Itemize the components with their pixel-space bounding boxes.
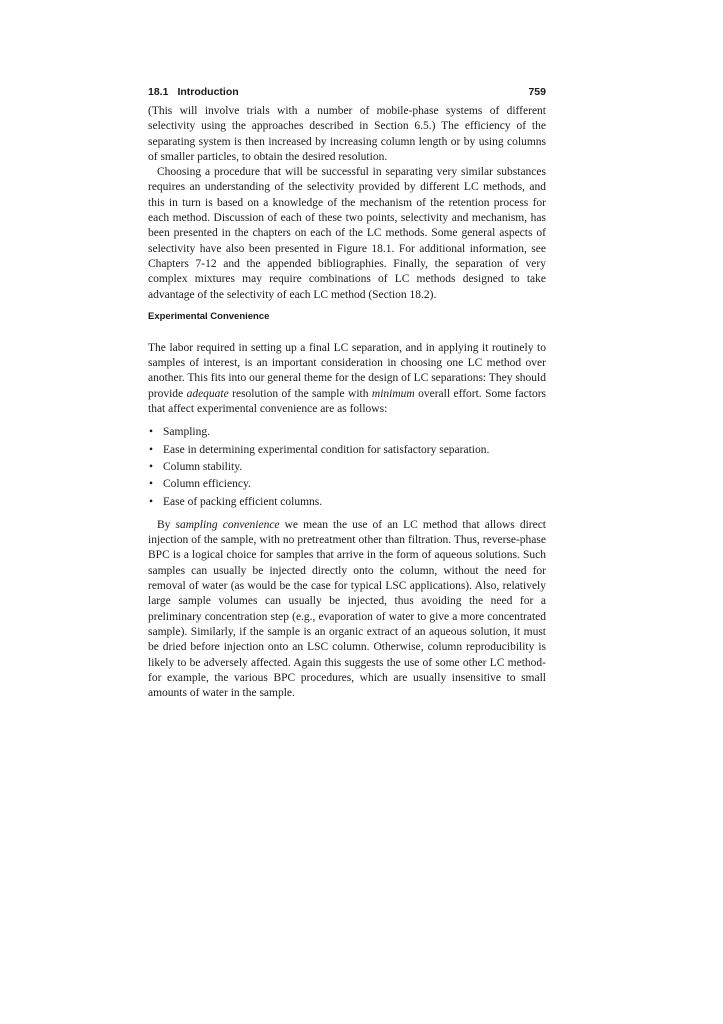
- bullet-icon: •: [149, 460, 154, 473]
- header-section: [148, 86, 248, 98]
- emphasis-adequate: adequate: [186, 387, 229, 400]
- bullet-icon: •: [149, 426, 154, 439]
- list-item: • Ease of packing efficient columns.: [148, 494, 546, 511]
- book-page: [148, 86, 546, 701]
- paragraph-selectivity: Choosing a procedure that will be successful in separating very similar substances requires an understanding of the selectivity provided by different LC methods, and this in turn is based on a knowledge of the mechanism of the retention process for each method. Discussion of each of these two points, selectivity and mechanism, has been presented in the chapters on each of the LC methods. Some general aspects of selectivity have also been presented in Figure 18.1. For additional information, see Chapters 7-12 and the appended bibliographies. Finally, the separation of very complex mixtures may require combinations of LC methods designed to take advantage of the selectivity of each LC method (Section 18.2).: [148, 166, 546, 301]
- paragraph-labor: The labor required in setting up a final LC separation, and in applying it routinely to samples of interest, is an important consideration in choosing one LC method over another. This fits into our general theme for the design of LC separations: They should provide adequate resolution of the sample with minimum overall effort. Some factors that affect experimental convenience are as follows:: [148, 341, 546, 416]
- paragraph-continuation: (This will involve trials with a number of mobile-phase systems of different selectivity using the approaches described in Section 6.5.) The efficiency of the separating system is then increased by increasing column length or by using columns of smaller particles, to obtain the desired resolution.: [148, 105, 546, 163]
- section-number: 18.1: [148, 86, 169, 98]
- list-item: • Column efficiency.: [148, 476, 546, 493]
- bullet-icon: •: [149, 495, 154, 508]
- paragraph-sampling-convenience: By sampling convenience we mean the use of an LC method that allows direct injection of the sample, with no pretreatment other than filtration. Thus, reverse-phase BPC is a logical choice for samples that arrive in the form of aqueous solutions. Such samples can usually be injected directly onto the column, without the need for removal of water (as would be the case for typical LSC applications). Also, relatively large sample volumes can usually be injected, thus avoiding the need for a preliminary concentration step (e.g., evaporation of water to give a more concentrated sample). Similarly, if the sample is an organic extract of an aqueous solution, it must be dried before injection onto an LSC column. Otherwise, column reproducibility is likely to be adversely affected. Again this suggests the use of some other LC method- for example, the various BPC procedures, which are usually insensitive to small amounts of water in the sample.: [148, 518, 546, 700]
- emphasis-minimum: minimum: [371, 387, 415, 400]
- bullet-icon: •: [149, 443, 154, 456]
- subheading-experimental-convenience: Experimental Convenience: [148, 310, 270, 322]
- section-title: Introduction: [177, 86, 239, 98]
- bullet-icon: •: [149, 478, 154, 491]
- factors-list: [148, 424, 546, 510]
- emphasis-sampling-convenience: sampling convenience: [175, 518, 280, 531]
- list-item: • Column stability.: [148, 459, 546, 476]
- list-item: • Ease in determining experimental condition for satisfactory separation.: [148, 442, 546, 459]
- page-number: 759: [528, 86, 546, 98]
- running-header: [148, 86, 546, 98]
- list-item: • Sampling.: [148, 424, 546, 441]
